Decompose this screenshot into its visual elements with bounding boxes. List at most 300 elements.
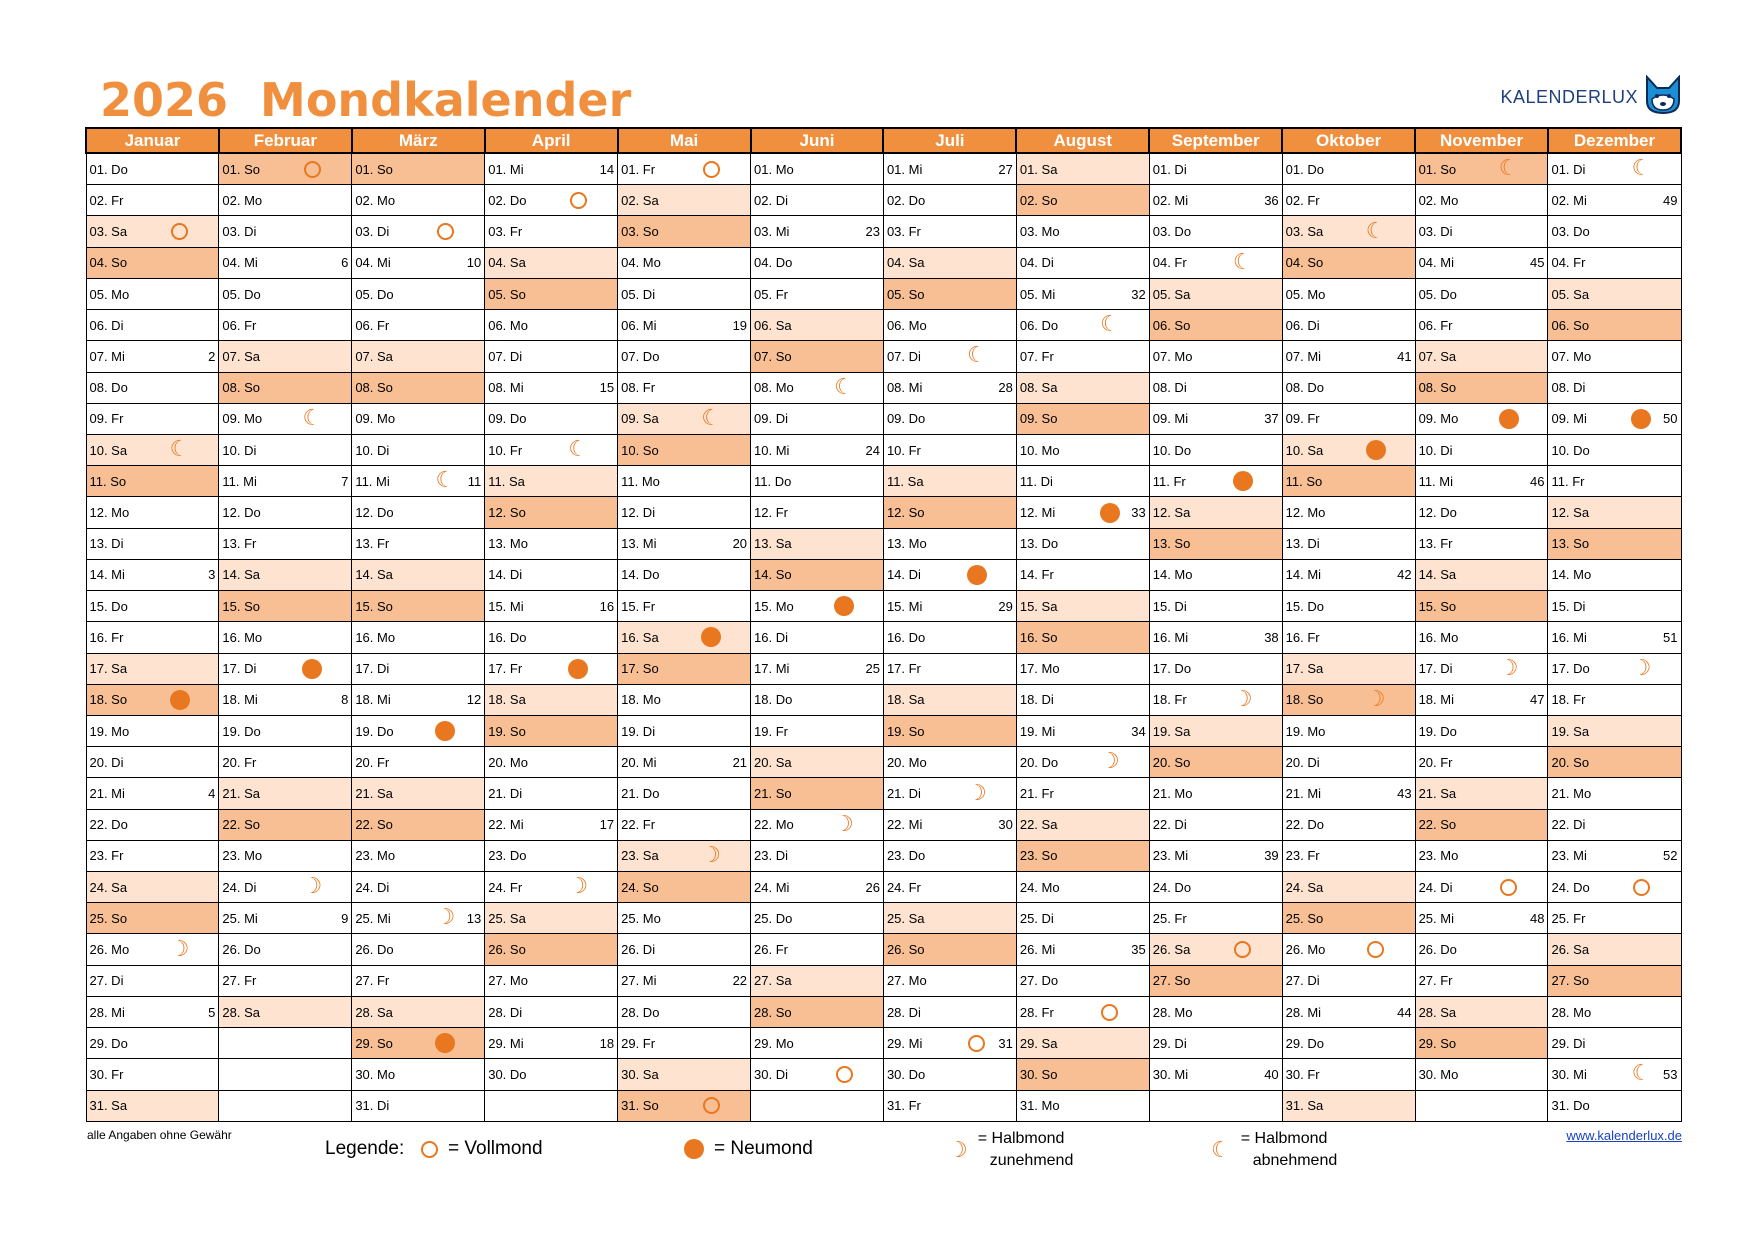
day-cell bbox=[883, 684, 1016, 715]
waning-half-moon-icon: ☾ bbox=[701, 405, 721, 431]
day-cell bbox=[883, 653, 1016, 684]
day-cell bbox=[1415, 434, 1548, 465]
day-label: 18. Mo bbox=[621, 692, 661, 708]
new-moon-icon bbox=[302, 659, 322, 679]
week-number: 28 bbox=[998, 380, 1013, 396]
day-row bbox=[86, 653, 1681, 684]
week-number: 51 bbox=[1663, 629, 1678, 645]
day-row bbox=[86, 1090, 1681, 1121]
day-cell bbox=[1016, 684, 1149, 715]
day-cell bbox=[1016, 434, 1149, 465]
day-cell bbox=[1016, 341, 1149, 372]
day-label: 22. Do bbox=[89, 817, 128, 833]
waxing-half-moon-icon: ☽ bbox=[967, 780, 987, 806]
day-cell bbox=[751, 934, 884, 965]
day-row bbox=[86, 497, 1681, 528]
day-cell bbox=[86, 872, 219, 903]
day-row bbox=[86, 747, 1681, 778]
full-moon-icon bbox=[171, 223, 188, 240]
day-cell bbox=[618, 809, 751, 840]
day-label: 10. Do bbox=[1152, 442, 1192, 458]
day-cell bbox=[751, 497, 884, 528]
day-label: 21. Do bbox=[621, 786, 660, 801]
day-label: 29. So bbox=[1418, 1035, 1457, 1051]
day-row bbox=[86, 684, 1681, 715]
day-label: 31. Do bbox=[1551, 1098, 1590, 1114]
day-cell bbox=[352, 466, 485, 497]
day-label: 12. Sa bbox=[1551, 505, 1590, 521]
waning-half-moon-icon: ☾ bbox=[1365, 218, 1386, 244]
day-cell bbox=[1282, 591, 1415, 622]
new-moon-icon bbox=[170, 690, 190, 710]
month-header: Dezember bbox=[1548, 128, 1681, 153]
day-cell bbox=[1149, 653, 1282, 684]
day-cell bbox=[1282, 403, 1415, 434]
day-cell bbox=[1548, 185, 1681, 216]
day-cell bbox=[1548, 247, 1681, 278]
day-label: 06. Fr bbox=[1418, 317, 1453, 333]
day-label: 02. Fr bbox=[1285, 192, 1320, 208]
month-header: Mai bbox=[618, 128, 751, 153]
day-cell bbox=[219, 185, 352, 216]
day-label: 21. Mo bbox=[1551, 786, 1592, 801]
week-number: 21 bbox=[732, 754, 748, 770]
day-row bbox=[86, 278, 1681, 309]
day-cell bbox=[1149, 559, 1282, 590]
day-label: 11. Do bbox=[754, 473, 792, 489]
new-moon-icon bbox=[1631, 409, 1651, 429]
day-label: 04. Fr bbox=[1152, 255, 1187, 271]
full-moon-icon bbox=[968, 1035, 985, 1052]
day-label: 03. Fr bbox=[886, 224, 921, 240]
day-label: 14. Mi bbox=[1285, 567, 1322, 583]
week-number: 36 bbox=[1264, 192, 1279, 208]
day-label: 13. Di bbox=[1285, 536, 1320, 552]
day-label: 23. So bbox=[1019, 848, 1058, 864]
day-cell bbox=[1415, 591, 1548, 622]
day-label: 19. Do bbox=[1418, 723, 1457, 739]
day-cell bbox=[1016, 1090, 1149, 1121]
day-label: 22. So bbox=[355, 817, 393, 833]
day-label: 05. Sa bbox=[1551, 286, 1590, 302]
week-number: 2 bbox=[208, 348, 216, 364]
day-label: 21. Mo bbox=[1152, 786, 1193, 801]
day-cell bbox=[751, 903, 884, 934]
day-cell bbox=[219, 466, 352, 497]
day-label: 27. Mo bbox=[886, 973, 927, 989]
day-cell bbox=[883, 310, 1016, 341]
day-label: 12. Do bbox=[222, 505, 261, 521]
day-label: 15. Di bbox=[1152, 598, 1187, 614]
day-cell bbox=[86, 341, 219, 372]
day-label: 01. So bbox=[222, 161, 260, 177]
day-cell bbox=[352, 809, 485, 840]
day-label: 19. Sa bbox=[1152, 723, 1191, 739]
day-cell bbox=[485, 528, 618, 559]
waning-half-moon-icon: ☾ bbox=[1232, 249, 1253, 275]
website-link[interactable]: www.kalenderlux.de bbox=[1566, 1128, 1682, 1143]
day-cell bbox=[883, 591, 1016, 622]
day-label: 25. Sa bbox=[886, 910, 925, 926]
day-row bbox=[86, 185, 1681, 216]
day-label: 02. Fr bbox=[89, 192, 124, 208]
day-cell bbox=[1415, 715, 1548, 746]
waxing-half-moon-icon: ☽ bbox=[948, 1138, 968, 1163]
waxing-half-moon-icon: ☽ bbox=[435, 905, 456, 931]
day-cell bbox=[1016, 372, 1149, 403]
day-label: 12. Sa bbox=[1152, 505, 1191, 521]
day-label: 31. Mo bbox=[1019, 1098, 1060, 1114]
day-label: 24. Fr bbox=[886, 879, 921, 895]
day-cell bbox=[352, 153, 485, 185]
day-row bbox=[86, 216, 1681, 247]
day-cell bbox=[883, 809, 1016, 840]
day-label: 02. Do bbox=[886, 192, 926, 208]
day-label: 11. Sa bbox=[886, 473, 924, 489]
day-label: 07. So bbox=[754, 348, 792, 364]
day-cell bbox=[1548, 434, 1681, 465]
day-cell bbox=[219, 934, 352, 965]
waxing-half-moon-icon: ☽ bbox=[568, 874, 589, 900]
day-label: 16. Mi bbox=[1152, 629, 1189, 645]
day-label: 24. Mo bbox=[1019, 879, 1060, 895]
month-header: März bbox=[352, 128, 485, 153]
day-cell bbox=[219, 715, 352, 746]
week-number: 41 bbox=[1397, 348, 1412, 364]
day-cell bbox=[1415, 996, 1548, 1027]
day-label: 21. Fr bbox=[1019, 786, 1054, 801]
day-label: 25. Do bbox=[754, 910, 793, 926]
legend-full-moon: = Vollmond bbox=[448, 1138, 543, 1159]
day-cell bbox=[485, 965, 618, 996]
day-label: 09. Mi bbox=[1551, 411, 1587, 427]
day-cell bbox=[883, 559, 1016, 590]
day-cell bbox=[1149, 403, 1282, 434]
day-label: 30. Sa bbox=[621, 1066, 659, 1082]
new-moon-icon bbox=[967, 565, 987, 585]
day-cell bbox=[1415, 934, 1548, 965]
day-label: 13. Fr bbox=[355, 536, 390, 552]
waning-half-moon-icon: ☾ bbox=[967, 343, 987, 369]
day-row bbox=[86, 310, 1681, 341]
week-number: 27 bbox=[998, 161, 1013, 177]
legend bbox=[325, 1128, 1425, 1176]
week-number: 16 bbox=[599, 598, 615, 614]
day-cell bbox=[1149, 934, 1282, 965]
day-cell bbox=[485, 497, 618, 528]
day-label: 09. Fr bbox=[89, 411, 124, 427]
day-label: 14. Sa bbox=[222, 567, 260, 583]
day-label: 11. Sa bbox=[488, 473, 525, 489]
day-cell bbox=[1282, 466, 1415, 497]
day-label: 10. Sa bbox=[89, 442, 128, 458]
day-cell bbox=[751, 965, 884, 996]
day-cell bbox=[751, 528, 884, 559]
day-cell bbox=[1282, 216, 1415, 247]
day-label: 14. Di bbox=[886, 567, 921, 583]
day-cell bbox=[1016, 809, 1149, 840]
day-label: 04. So bbox=[1285, 255, 1324, 271]
day-label: 22. So bbox=[222, 817, 260, 833]
day-label: 04. Sa bbox=[886, 255, 925, 271]
day-label: 01. Sa bbox=[1019, 161, 1058, 177]
day-label: 10. So bbox=[621, 442, 659, 458]
day-cell bbox=[1149, 372, 1282, 403]
day-label: 15. Di bbox=[1551, 598, 1586, 614]
day-label: 10. Sa bbox=[1285, 442, 1324, 458]
day-label: 09. Do bbox=[886, 411, 926, 427]
day-label: 01. Do bbox=[1285, 161, 1324, 177]
day-cell bbox=[1149, 497, 1282, 528]
calendar-body bbox=[86, 153, 1681, 1122]
day-cell bbox=[86, 559, 219, 590]
day-cell bbox=[1282, 684, 1415, 715]
day-label: 24. Di bbox=[355, 879, 390, 895]
waning-half-moon-icon: ☾ bbox=[1631, 1061, 1652, 1087]
day-label: 15. Do bbox=[89, 598, 128, 614]
day-cell bbox=[485, 653, 618, 684]
day-row bbox=[86, 778, 1681, 809]
legend-waxing-line1: = Halbmond bbox=[977, 1130, 1065, 1147]
week-number: 14 bbox=[599, 161, 615, 177]
day-cell bbox=[883, 497, 1016, 528]
day-label: 04. So bbox=[89, 255, 128, 271]
day-cell bbox=[352, 403, 485, 434]
day-cell bbox=[883, 403, 1016, 434]
day-label: 03. Di bbox=[222, 224, 257, 240]
day-cell bbox=[1415, 528, 1548, 559]
day-cell bbox=[1415, 684, 1548, 715]
day-cell bbox=[1548, 715, 1681, 746]
day-label: 01. So bbox=[1418, 161, 1457, 177]
legend-waning-line2: abnehmend bbox=[1252, 1152, 1338, 1169]
day-cell bbox=[1149, 466, 1282, 497]
day-label: 23. Sa bbox=[621, 848, 659, 864]
day-label: 22. Sa bbox=[1019, 817, 1058, 833]
day-cell bbox=[352, 310, 485, 341]
day-label: 16. Sa bbox=[621, 629, 659, 645]
day-label: 06. Fr bbox=[355, 317, 390, 333]
week-number: 30 bbox=[998, 817, 1013, 833]
day-label: 18. Sa bbox=[886, 692, 925, 708]
empty-day-cell bbox=[1415, 1090, 1548, 1121]
day-label: 15. Mi bbox=[886, 598, 923, 614]
day-label: 29. Fr bbox=[621, 1035, 656, 1051]
week-number: 42 bbox=[1397, 567, 1412, 583]
day-label: 05. Fr bbox=[754, 286, 788, 302]
day-cell bbox=[618, 622, 751, 653]
day-cell bbox=[618, 934, 751, 965]
day-cell bbox=[485, 934, 618, 965]
day-label: 13. Mo bbox=[886, 536, 927, 552]
month-header: Juni bbox=[751, 128, 884, 153]
day-label: 13. So bbox=[1551, 536, 1590, 552]
day-cell bbox=[352, 185, 485, 216]
day-cell bbox=[1282, 372, 1415, 403]
day-cell bbox=[352, 591, 485, 622]
day-cell bbox=[1548, 1059, 1681, 1090]
waning-half-moon-icon: ☾ bbox=[1211, 1138, 1231, 1163]
day-cell bbox=[883, 1059, 1016, 1090]
full-moon-icon bbox=[304, 161, 321, 178]
day-cell bbox=[485, 996, 618, 1027]
day-label: 20. Mo bbox=[886, 754, 927, 770]
day-label: 15. So bbox=[222, 598, 260, 614]
day-cell bbox=[1415, 747, 1548, 778]
day-label: 22. Fr bbox=[621, 817, 656, 833]
day-cell bbox=[1415, 153, 1548, 185]
day-cell bbox=[1548, 403, 1681, 434]
day-label: 10. Di bbox=[222, 442, 257, 458]
waning-half-moon-icon: ☾ bbox=[169, 437, 190, 463]
day-cell bbox=[1016, 965, 1149, 996]
day-label: 09. So bbox=[1019, 411, 1058, 427]
day-label: 20. So bbox=[1551, 754, 1590, 770]
day-cell bbox=[352, 341, 485, 372]
week-number: 46 bbox=[1530, 473, 1545, 489]
day-cell bbox=[751, 778, 884, 809]
day-label: 22. Di bbox=[1551, 817, 1586, 833]
empty-day-cell bbox=[219, 1090, 352, 1121]
day-cell bbox=[751, 591, 884, 622]
day-label: 28. Fr bbox=[1019, 1004, 1054, 1020]
day-cell bbox=[485, 341, 618, 372]
day-cell bbox=[485, 278, 618, 309]
day-label: 05. Do bbox=[222, 286, 261, 302]
day-cell bbox=[883, 372, 1016, 403]
day-cell bbox=[883, 341, 1016, 372]
day-cell bbox=[1016, 622, 1149, 653]
day-cell bbox=[1016, 278, 1149, 309]
month-header: Oktober bbox=[1282, 128, 1415, 153]
month-header: April bbox=[485, 128, 618, 153]
day-cell bbox=[1548, 934, 1681, 965]
day-cell bbox=[352, 684, 485, 715]
brand-logo bbox=[1500, 75, 1682, 120]
day-label: 22. So bbox=[1418, 817, 1457, 833]
day-cell bbox=[485, 872, 618, 903]
day-cell bbox=[352, 247, 485, 278]
day-label: 14. Sa bbox=[1418, 567, 1457, 583]
day-cell bbox=[1149, 216, 1282, 247]
day-cell bbox=[883, 840, 1016, 871]
day-cell bbox=[751, 622, 884, 653]
day-cell bbox=[86, 715, 219, 746]
day-cell bbox=[618, 1028, 751, 1059]
day-label: 27. Sa bbox=[754, 973, 792, 989]
day-cell bbox=[1016, 528, 1149, 559]
day-label: 09. Do bbox=[488, 411, 527, 427]
full-moon-icon bbox=[1367, 941, 1384, 958]
day-cell bbox=[1415, 247, 1548, 278]
day-cell bbox=[219, 622, 352, 653]
waning-half-moon-icon: ☾ bbox=[1099, 312, 1120, 338]
day-cell bbox=[883, 185, 1016, 216]
day-row bbox=[86, 996, 1681, 1027]
waning-half-moon-icon: ☾ bbox=[834, 374, 854, 400]
day-cell bbox=[751, 278, 884, 309]
day-cell bbox=[1415, 872, 1548, 903]
day-cell bbox=[1282, 622, 1415, 653]
day-label: 03. Mo bbox=[1019, 224, 1060, 240]
day-label: 26. Sa bbox=[1551, 942, 1590, 958]
day-cell bbox=[618, 341, 751, 372]
day-label: 19. Do bbox=[355, 723, 394, 739]
day-label: 02. Do bbox=[488, 192, 527, 208]
day-cell bbox=[219, 840, 352, 871]
day-label: 30. Fr bbox=[89, 1066, 124, 1082]
day-cell bbox=[485, 747, 618, 778]
day-label: 21. Mi bbox=[1285, 786, 1322, 801]
day-label: 11. So bbox=[1285, 473, 1323, 489]
day-cell bbox=[1282, 840, 1415, 871]
week-number: 10 bbox=[466, 255, 482, 271]
day-cell bbox=[883, 747, 1016, 778]
day-cell bbox=[618, 528, 751, 559]
day-label: 30. Do bbox=[488, 1066, 527, 1082]
day-cell bbox=[1149, 528, 1282, 559]
day-cell bbox=[618, 1059, 751, 1090]
full-moon-icon bbox=[703, 1097, 720, 1114]
day-label: 31. Di bbox=[355, 1098, 390, 1114]
month-header: Februar bbox=[219, 128, 352, 153]
day-cell bbox=[883, 247, 1016, 278]
day-cell bbox=[883, 1090, 1016, 1121]
day-cell bbox=[1548, 684, 1681, 715]
day-label: 09. Mo bbox=[355, 411, 396, 427]
day-cell bbox=[1548, 216, 1681, 247]
day-cell bbox=[1282, 872, 1415, 903]
day-cell bbox=[219, 809, 352, 840]
day-cell bbox=[1548, 497, 1681, 528]
day-label: 06. So bbox=[1551, 317, 1590, 333]
day-label: 20. Do bbox=[1019, 754, 1059, 770]
week-number: 37 bbox=[1264, 411, 1279, 427]
day-cell bbox=[1415, 778, 1548, 809]
day-label: 16. Mo bbox=[355, 629, 396, 645]
full-moon-icon bbox=[421, 1141, 438, 1158]
disclaimer-note: alle Angaben ohne Gewähr bbox=[87, 1128, 232, 1142]
day-cell bbox=[485, 310, 618, 341]
week-number: 43 bbox=[1397, 786, 1412, 801]
day-cell bbox=[485, 809, 618, 840]
day-label: 05. Di bbox=[621, 286, 656, 302]
new-moon-icon bbox=[834, 596, 854, 616]
day-cell bbox=[1548, 559, 1681, 590]
day-cell bbox=[219, 903, 352, 934]
week-number: 11 bbox=[467, 473, 482, 489]
week-number: 3 bbox=[208, 567, 216, 583]
day-label: 20. Fr bbox=[222, 754, 257, 770]
page-title: 2026 Mondkalender bbox=[100, 73, 632, 127]
day-label: 08. So bbox=[222, 380, 260, 396]
day-label: 15. Mo bbox=[754, 598, 794, 614]
day-cell bbox=[485, 434, 618, 465]
day-cell bbox=[219, 559, 352, 590]
day-cell bbox=[1149, 903, 1282, 934]
day-cell bbox=[618, 559, 751, 590]
week-number: 52 bbox=[1663, 848, 1678, 864]
new-moon-icon bbox=[701, 627, 721, 647]
day-cell bbox=[1149, 809, 1282, 840]
day-label: 11. Mo bbox=[621, 473, 660, 489]
day-label: 19. Sa bbox=[1551, 723, 1590, 739]
day-label: 13. Fr bbox=[222, 536, 257, 552]
day-label: 26. So bbox=[488, 942, 526, 958]
week-number: 50 bbox=[1663, 411, 1678, 427]
day-label: 12. Do bbox=[355, 505, 394, 521]
day-cell bbox=[1016, 1059, 1149, 1090]
